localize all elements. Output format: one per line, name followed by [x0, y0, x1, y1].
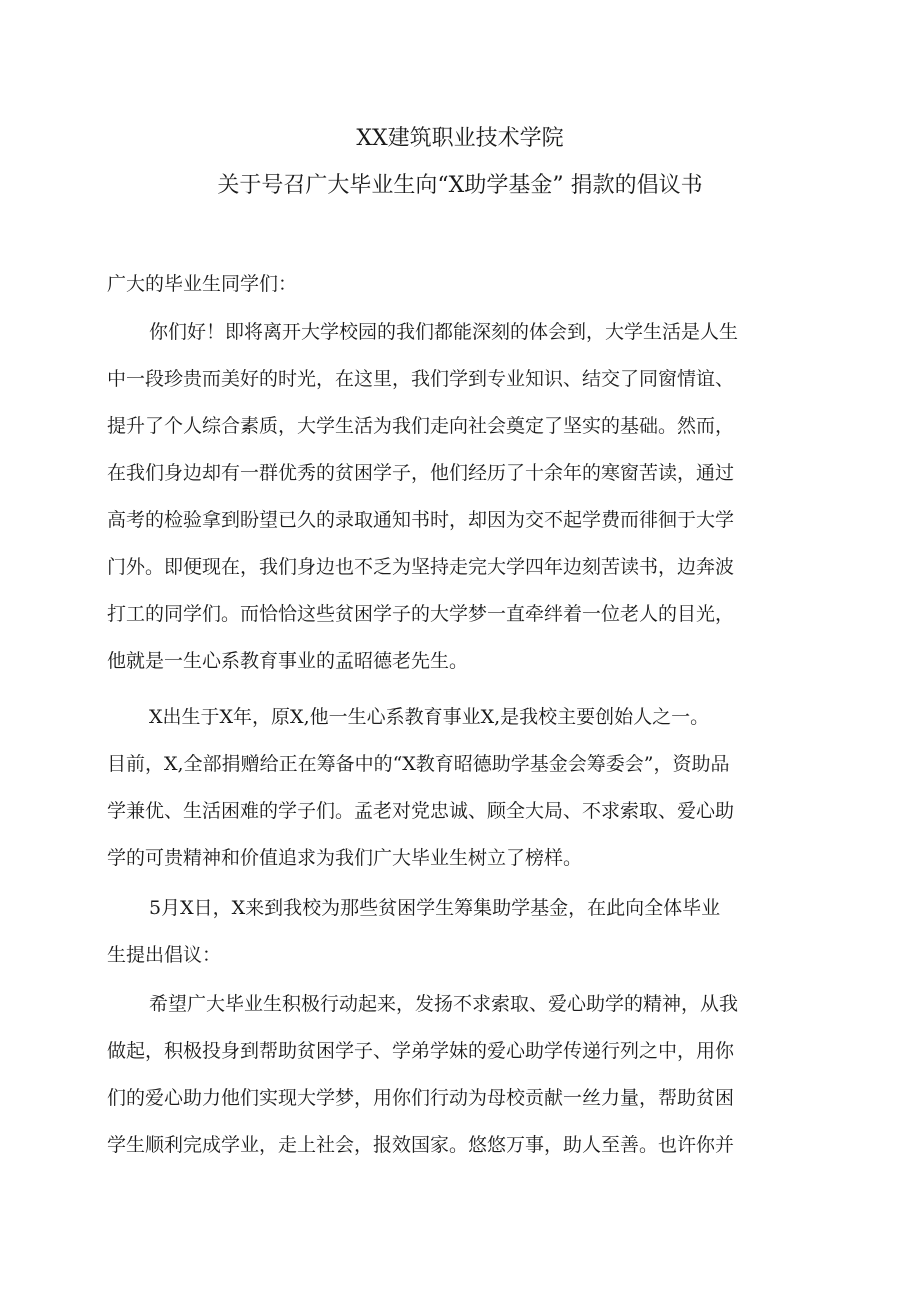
paragraph-line: 高考的检验拿到盼望已久的录取通知书时，却因为交不起学费而徘徊于大学	[107, 509, 735, 531]
paragraph-line: 们的爱心助力他们实现大学梦，用你们行动为母校贡献一丝力量，帮助贫困	[107, 1087, 735, 1109]
paragraph-line: 目前，X,全部捐赠给正在筹备中的“X教育昭德助学基金会筹委会”，资助品	[107, 753, 730, 775]
paragraph-line: 学兼优、生活困难的学子们。孟老对党忠诚、顾全大局、不求索取、爱心助	[107, 800, 735, 822]
paragraph-line: 生提出倡议：	[107, 944, 222, 966]
paragraph-line: 提升了个人综合素质，大学生活为我们走向社会奠定了坚实的基础。然而，	[107, 415, 735, 437]
paragraph-line: 他就是一生心系教育事业的孟昭德老先生。	[107, 650, 469, 672]
paragraph-line: 学的可贵精神和价值追求为我们广大毕业生树立了榜样。	[107, 847, 583, 869]
paragraph-line: 在我们身边却有一群优秀的贫困学子，他们经历了十余年的寒窗苦读，通过	[107, 462, 735, 484]
salutation: 广大的毕业生同学们：	[107, 273, 298, 295]
proposal-title: 关于号召广大毕业生向“X助学基金” 捐款的倡议书	[217, 173, 703, 198]
paragraph-line: 学生顺利完成学业，走上社会，报效国家。悠悠万事，助人至善。也许你并	[107, 1134, 735, 1156]
paragraph-line: 5月X日，X来到我校为那些贫困学生筹集助学基金，在此向全体毕业	[149, 897, 721, 919]
paragraph-line: X出生于X年，原X,他一生心系教育事业X,是我校主要创始人之一。	[149, 706, 710, 728]
paragraph-line: 门外。即便现在，我们身边也不乏为坚持走完大学四年边刻苦读书，边奔波	[107, 556, 735, 578]
paragraph-line: 你们好！即将离开大学校园的我们都能深刻的体会到，大学生活是人生	[149, 321, 739, 343]
paragraph-line: 打工的同学们。而恰恰这些贫困学子的大学梦一直牵绊着一位老人的目光，	[107, 603, 735, 625]
paragraph-line: 做起，积极投身到帮助贫困学子、学弟学妹的爱心助学传递行列之中，用你	[107, 1040, 735, 1062]
paragraph-line: 中一段珍贵而美好的时光，在这里，我们学到专业知识、结交了同窗情谊、	[107, 368, 735, 390]
paragraph-line: 希望广大毕业生积极行动起来，发扬不求索取、爱心助学的精神，从我	[149, 993, 739, 1015]
school-name-title: XX建筑职业技术学院	[356, 126, 564, 151]
